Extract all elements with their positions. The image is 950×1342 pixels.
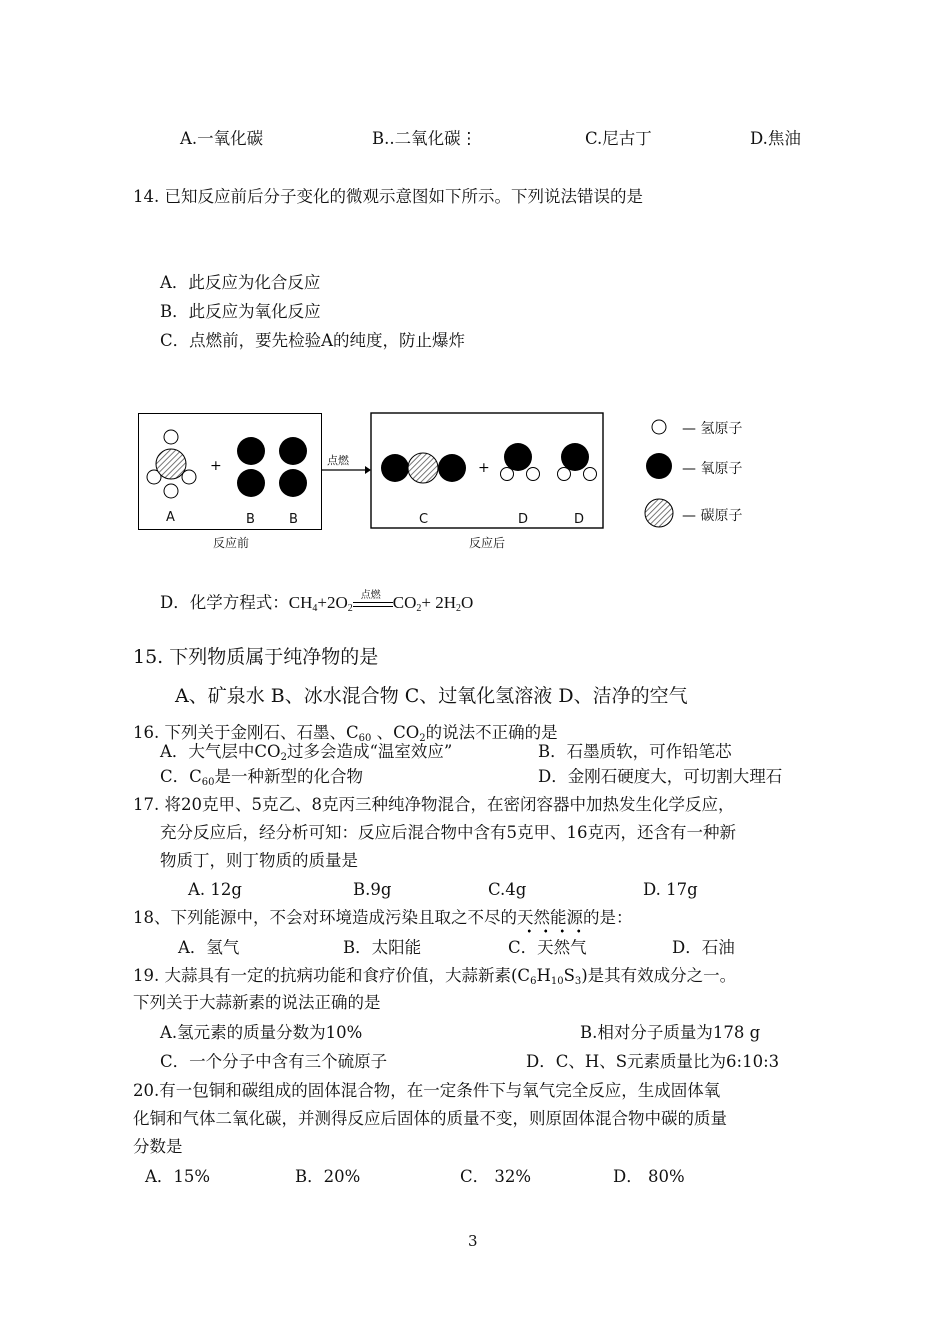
q20-line-2: 化铜和气体二氧化碳，并测得反应后固体的质量不变，则原固体混合物中碳的质量 <box>133 1109 727 1128</box>
q17-option-d: D. 17g <box>643 880 698 899</box>
q19-line-2: 下列关于大蒜新素的说法正确的是 <box>133 993 381 1012</box>
q13-option-a: A.一氧化碳 <box>180 129 264 148</box>
q19-sub-3: 3 <box>574 976 582 987</box>
q16-a-pre: A．大气层中CO <box>160 742 281 761</box>
q19-line-1-post: )是其有效成分之一。 <box>581 966 737 985</box>
q18-option-a: A．氢气 <box>178 938 240 957</box>
q19-sub-10: 10 <box>550 976 564 987</box>
q16-a-sub: 2 <box>280 752 287 763</box>
eq-sub-4: 4 <box>312 603 318 614</box>
reaction-diagram <box>138 408 788 553</box>
legend-carbon-symbol <box>645 499 673 527</box>
eq-sub-2b: 2 <box>416 603 422 614</box>
q19-option-a: A.氢元素的质量分数为10% <box>160 1023 363 1042</box>
q13-option-b: B..二氧化碳⋮ <box>372 129 478 148</box>
q18-stem-pre: 18、下列能源中，不会对环境造成污染且取之不尽的 <box>133 908 517 927</box>
q14-stem: 14. 已知反应前后分子变化的微观示意图如下所示。下列说法错误的是 <box>133 187 643 206</box>
arrow-label: 点燃 <box>327 454 349 467</box>
legend-hydrogen-symbol <box>652 420 666 434</box>
q16-option-a <box>160 741 452 769</box>
label-c: C <box>419 512 429 527</box>
legend-oxygen-text: — 氧原子 <box>682 461 743 477</box>
q14-option-a: A．此反应为化合反应 <box>160 273 321 292</box>
q15-options: A、矿泉水 B、冰水混合物 C、过氧化氢溶液 D、洁净的空气 <box>175 685 688 707</box>
eq-condition: 点燃 <box>360 590 381 602</box>
q16-sub-60: 60 <box>358 733 372 744</box>
eq-condition-arrow <box>353 590 393 613</box>
q19-line-1-pre: 19. 大蒜具有一定的抗病功能和食疗价值，大蒜新素(C <box>133 966 531 985</box>
legend-carbon-text: — 碳原子 <box>682 508 743 524</box>
label-d2: D <box>574 512 585 527</box>
methane-molecule <box>147 430 196 498</box>
label-d1: D <box>518 512 529 527</box>
q17-option-c: C.4g <box>488 880 527 899</box>
plus-sign-before: + <box>210 458 222 474</box>
q17-line-1: 17. 将20克甲、5克乙、8克丙三种纯净物混合，在密闭容器中加热发生化学反应， <box>133 795 735 814</box>
carbon-dioxide-molecule <box>381 453 466 483</box>
q19-sub-6: 6 <box>530 976 537 987</box>
oxygen-molecule-1 <box>237 437 265 497</box>
q18-emphasis-text: 天然能源 <box>517 908 583 934</box>
eq-ch: CH <box>288 593 313 612</box>
q17-option-b: B.9g <box>353 880 392 899</box>
page-number: 3 <box>468 1232 478 1250</box>
q18-option-d: D．石油 <box>672 938 735 957</box>
q20-option-b: B．20% <box>295 1167 361 1186</box>
q16-a-post: 过多会造成“温室效应” <box>286 742 453 761</box>
legend-hydrogen-text: — 氢原子 <box>682 421 743 437</box>
q18-stem-post: 的是： <box>583 908 633 927</box>
q18-stem <box>133 907 633 929</box>
q20-line-3: 分数是 <box>133 1137 183 1156</box>
legend-oxygen-symbol <box>646 453 672 479</box>
q20-line-1: 20.有一包铜和碳组成的固体混合物，在一定条件下与氧气完全反应，生成固体氧 <box>133 1081 721 1100</box>
q16-option-d: D．金刚石硬度大，可切割大理石 <box>538 767 783 786</box>
chemical-equation <box>288 590 474 614</box>
q17-option-a: A. 12g <box>188 880 242 899</box>
q18-emphasis <box>517 908 583 934</box>
eq-o: O <box>460 593 474 612</box>
q19-option-d: D．C、H、S元素质量比为6:10:3 <box>526 1052 780 1071</box>
q16-stem-mid: 、CO <box>371 723 420 742</box>
q20-option-a: A．15% <box>145 1167 211 1186</box>
q19-s: S <box>563 966 575 985</box>
q13-option-d: D.焦油 <box>750 129 801 148</box>
q14-d-prefix: D．化学方程式： <box>160 593 289 612</box>
eq-sub-2c: 2 <box>455 603 461 614</box>
q18-option-c: C．天然气 <box>508 938 587 957</box>
eq-o2: +2O <box>317 593 348 612</box>
after-caption: 反应后 <box>469 536 506 550</box>
q15-stem: 15. 下列物质属于纯净物的是 <box>133 646 379 668</box>
q18-option-b: B．太阳能 <box>343 938 422 957</box>
q14-option-d <box>160 592 473 620</box>
eq-sub-2a: 2 <box>347 603 353 614</box>
plus-sign-after: + <box>478 460 490 476</box>
q16-c-sub: 60 <box>201 777 215 788</box>
label-b1: B <box>246 512 255 527</box>
q16-stem-pre: 16. 下列关于金刚石、石墨、C <box>133 723 359 742</box>
before-caption: 反应前 <box>213 536 250 550</box>
q14-option-b: B．此反应为氧化反应 <box>160 302 321 321</box>
label-a: A <box>166 510 175 525</box>
q16-sub-2: 2 <box>419 733 426 744</box>
q16-option-c <box>160 766 363 794</box>
q16-c-pre: C．C <box>160 767 202 786</box>
label-b2: B <box>289 512 298 527</box>
q13-option-c: C.尼古丁 <box>585 129 652 148</box>
q16-stem-post: 的说法不正确的是 <box>425 723 558 742</box>
q17-line-3: 物质丁，则丁物质的质量是 <box>160 851 358 870</box>
q19-line-1 <box>133 965 736 993</box>
eq-co: CO <box>392 593 417 612</box>
q14-option-c: C．点燃前，要先检验A的纯度，防止爆炸 <box>160 331 466 350</box>
q19-h: H <box>536 966 551 985</box>
q16-c-post: 是一种新型的化合物 <box>214 767 363 786</box>
eq-h: + 2H <box>421 593 456 612</box>
oxygen-molecule-2 <box>279 437 307 497</box>
q17-line-2: 充分反应后，经分析可知：反应后混合物中含有5克甲、16克丙，还含有一种新 <box>160 823 736 842</box>
q19-option-b: B.相对分子质量为178 g <box>580 1023 761 1042</box>
q20-option-d: D． 80% <box>613 1167 685 1186</box>
q20-option-c: C． 32% <box>460 1167 532 1186</box>
q19-option-c: C．一个分子中含有三个硫原子 <box>160 1052 388 1071</box>
q16-option-b: B．石墨质软，可作铅笔芯 <box>538 742 732 761</box>
